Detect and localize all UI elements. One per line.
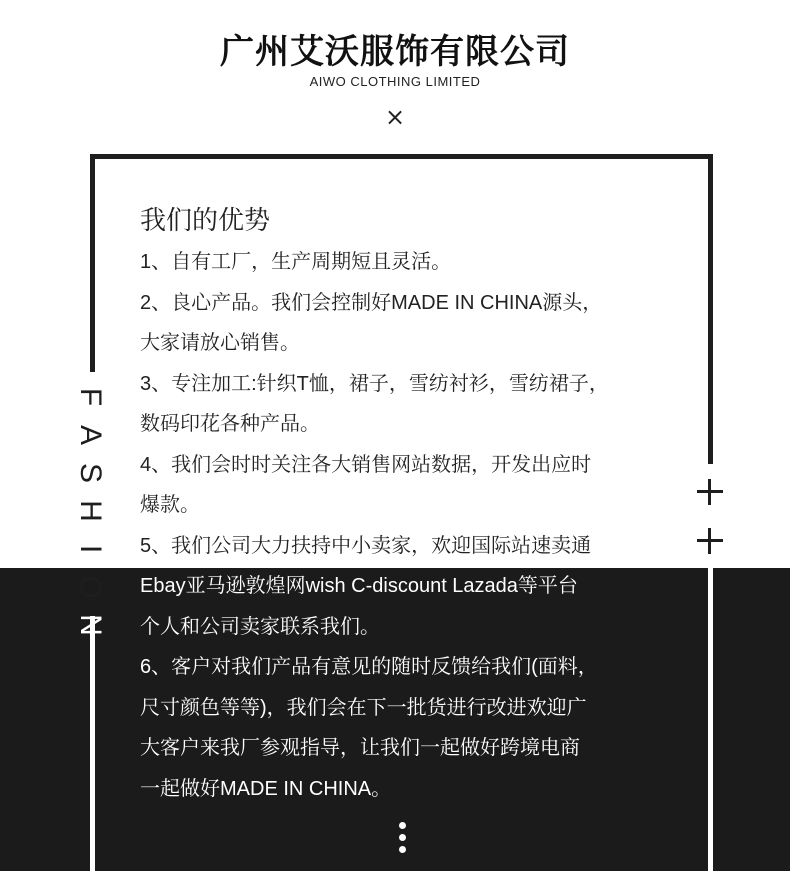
frame-top-line: [90, 154, 713, 159]
advantage-line: 3、专注加工:针织T恤，裙子，雪纺衬衫，雪纺裙子，: [140, 372, 609, 395]
advantage-item-6: [140, 647, 680, 809]
advantage-line: Ebay亚马逊敦煌网wish C-discount Lazada等平台: [140, 575, 578, 597]
advantage-line: 个人和公司卖家联系我们。: [140, 615, 380, 638]
advantage-item-4: [140, 445, 680, 526]
advantage-item-3: [140, 364, 680, 445]
advantage-line: 1、自有工厂，生产周期短且灵活。: [140, 251, 452, 273]
fashion-letter: H: [73, 500, 107, 522]
advantage-line: 5、我们公司大力扶持中小卖家，欢迎国际站速卖通: [140, 534, 592, 557]
advantage-line: 4、我们会时时关注各大销售网站数据，开发出应时: [140, 453, 592, 476]
header: [0, 30, 790, 89]
fashion-letter: F: [73, 387, 107, 407]
advantage-line: 一起做好MADE IN CHINA。: [140, 777, 392, 800]
fashion-letter: N: [73, 614, 107, 636]
frame-left-line-lower: [90, 616, 95, 871]
times-divider-icon: ×: [384, 103, 406, 131]
fashion-letter: O: [74, 575, 107, 599]
fashion-letter: A: [73, 424, 107, 446]
advantages-section: [140, 198, 680, 809]
advantages-title: 我们的优势: [140, 205, 271, 235]
frame-right-line-lower: [708, 568, 713, 871]
frame-left-line: [90, 154, 95, 372]
fashion-vertical-label: [70, 378, 110, 644]
company-name-en: AIWO CLOTHING LIMITED: [309, 74, 481, 89]
fashion-letter: S: [73, 462, 107, 484]
frame-right-line: [708, 154, 713, 464]
advantage-line: 大客户来我厂参观指导，让我们一起做好跨境电商: [140, 737, 580, 759]
more-dots-icon: [398, 822, 408, 850]
plus-icon: [695, 526, 725, 556]
company-name-cn: 广州艾沃服饰有限公司: [220, 32, 570, 72]
advantage-line: 大家请放心销售。: [140, 332, 300, 354]
advantage-item-2: [140, 283, 680, 364]
advantage-item-1: [140, 242, 680, 283]
advantage-line: 爆款。: [140, 494, 200, 516]
advantage-line: 尺寸颜色等等)，我们会在下一批货进行改进欢迎广: [140, 696, 587, 719]
advantage-line: 6、客户对我们产品有意见的随时反馈给我们(面料，: [140, 656, 598, 678]
plus-icon: [695, 477, 725, 507]
fashion-letter: I: [74, 544, 107, 554]
advantage-line: 2、良心产品。我们会控制好MADE IN CHINA源头，: [140, 291, 603, 314]
advantage-line: 数码印花各种产品。: [140, 413, 320, 435]
advantage-item-5: [140, 526, 680, 648]
